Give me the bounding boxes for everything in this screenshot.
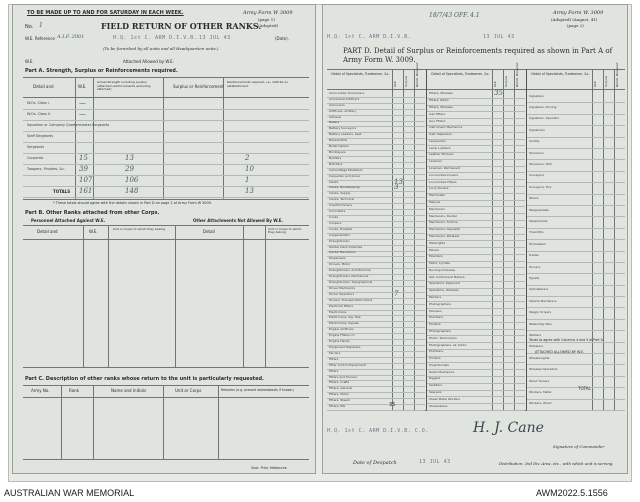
- part-d-head-detail: Detail of Specialists, Tradesmen, &c.: [531, 72, 590, 76]
- part-d-row-label: Engine Artificers: [329, 327, 354, 332]
- part-d-row-label: Photographers: [429, 328, 451, 333]
- commander-signature: H. J. Cane: [473, 420, 544, 436]
- part-a-row-rule: [23, 153, 309, 154]
- army-form-label: Army Form W 3009: [243, 10, 293, 16]
- part-d-row-label: Vehicle Mechanics: [529, 298, 557, 303]
- part-d-row-label: Printers: [429, 356, 441, 361]
- archive-credit: AUSTRALIAN WAR MEMORIAL: [4, 488, 135, 498]
- part-a-row-rule: [23, 164, 309, 165]
- part-d-row-label: Dental Mechanics: [329, 250, 356, 255]
- part-a-actual-value: 13: [125, 154, 134, 162]
- part-d-row-label: Operators, Keyboard: [429, 281, 461, 286]
- part-c-col-name: Name and Initials: [111, 388, 147, 393]
- part-d-row-label: Turners: [529, 264, 541, 269]
- we-short: W.E.: [25, 59, 34, 64]
- part-c-col-unit: Unit or Corps: [175, 388, 202, 393]
- part-d-row-label: Linemen, Permanent: [429, 166, 461, 171]
- part-d-row-label: Sheet Metal Workers: [429, 396, 460, 401]
- part-d-row-label: Photo. Technicians: [429, 335, 457, 340]
- part-a-row-label: Corporals: [27, 156, 44, 160]
- part-d-row-label: Tailors: [529, 196, 539, 201]
- col-head-reinf: Reinforcements required, i.e., deficits on establishment: [227, 80, 288, 88]
- part-d-row-label: Boilermakers: [329, 144, 349, 149]
- part-d-row-label: Instr. Repairers: [429, 132, 452, 137]
- part-d-row-label: Signalmen: [529, 127, 545, 132]
- part-b-sub-right: Other Attachments Not Allowed By W.E.: [193, 218, 284, 223]
- part-d-row-label: Storemen: [529, 150, 544, 155]
- part-d-row-label: Motor Cyclists: [429, 261, 451, 266]
- part-b-col-detail: Detail and: [37, 229, 58, 234]
- part-d-row-label: Armourers: [329, 102, 345, 107]
- part-d-row-label: Artificers, Artillery: [329, 108, 357, 113]
- part-d-row-label: Mechanics, Turbine: [429, 220, 458, 225]
- part-d-title: PART D. Detail of Surplus or Reinforcements required as shown in Part A of Army Form W. 3009.: [343, 47, 613, 65]
- part-d-row-label: Miners: [429, 247, 439, 252]
- part-b-col-we: W.E.: [89, 229, 98, 234]
- part-d-row-label: Lamp Lighters: [429, 145, 451, 150]
- part-d-row-label: Opt. Instrument Makers: [429, 274, 465, 279]
- part-d-row-label: Photographers, air photo: [429, 342, 467, 347]
- part-d-row-label: Mechanics, Dental: [429, 213, 457, 218]
- part-d-row-label: Coachtrimmers: [329, 203, 353, 208]
- part-d-head-we: W.E.: [493, 80, 497, 87]
- part-d-row-label: Drivers, Motor: [329, 262, 351, 267]
- part-d-row-label: Draughtsmen, Topographical: [329, 279, 373, 284]
- unit-stamp: H.Q. 1st C. ARM D.I.V.B.: [113, 35, 198, 41]
- part-a-row-rule: [23, 109, 309, 110]
- col-head-detail: Detail and: [33, 84, 54, 89]
- part-b-col-detail-2: Detail: [203, 229, 215, 234]
- part-a-row-rule: [23, 131, 309, 132]
- part-d-row-label: Carpenter and Joiner: [329, 173, 361, 178]
- archive-id: AWM2022.5.1556: [536, 488, 608, 498]
- part-d-row-label: Fitters: [329, 356, 339, 361]
- part-d-row-label: Radio Mechanics: [429, 369, 455, 374]
- form-page-1: [12, 4, 316, 474]
- unit-stamp-2: H.Q. 1st C. ARM D.I.V.B.: [327, 34, 412, 40]
- part-d-row-label: Nursing Orderlies: [429, 267, 456, 272]
- part-d-row-label: Signallers: [529, 93, 544, 98]
- part-d-row-label: Draughtsmen: [329, 238, 350, 243]
- part-d-row-label: Farriers: [329, 350, 341, 355]
- part-d-row-label: Mechanics: [429, 206, 445, 211]
- part-d-row-label: Wireless Operators: [529, 367, 558, 372]
- top-note: TO BE MADE UP TO AND FOR SATURDAY IN EACH WEEK.: [27, 10, 184, 16]
- part-a-row-label: Staff Sergeants: [27, 134, 54, 138]
- part-d-row-label: Battery Leaders, Asst.: [329, 132, 363, 137]
- part-d-row-label: Storemen, Tech: [529, 162, 553, 167]
- part-d-row-label: Fitters, General: [329, 386, 353, 391]
- part-d-row-label: Dental Clerk Orderlies: [329, 244, 363, 249]
- part-d-row-label: Mechanics, Wireless: [429, 233, 460, 238]
- part-a-actual-value: 29: [125, 165, 134, 173]
- part-d-head-surplus: Surplus: [404, 75, 408, 87]
- part-a-row-label: W.Os. Class I.: [27, 101, 50, 105]
- part-d-head-we: W.E.: [393, 80, 397, 87]
- part-d-row-label: Bakers: [329, 120, 340, 125]
- filled-note: (To be furnished by all units and all Headquarters units.): [103, 46, 219, 51]
- part-d-row-label: Printers: [429, 322, 441, 327]
- part-d-row-label: Wood Turners: [529, 378, 550, 383]
- part-d-row-label: Draughtsmen, Architectural: [329, 268, 371, 273]
- part-d-row-label: Locomotive Fitters: [429, 179, 457, 184]
- part-d-row-label: Locomotive Drivers: [429, 172, 459, 177]
- part-d-row-label: Camouflage Modellers: [329, 167, 363, 172]
- part-d-row-label: Clerks, Supply: [329, 191, 351, 196]
- col-head-surplus: Surplus or Reinforcement: [173, 84, 224, 89]
- despatch-label: Date of Despatch: [353, 460, 397, 466]
- distribution-note: Distribution: 2nd Div. Area, etc., with which unit is serving.: [499, 461, 614, 466]
- part-d-row-label: Concreters: [329, 209, 346, 214]
- col-head-we: W.E.: [78, 84, 87, 89]
- part-d-head-reinf: Reinfs. Required: [615, 62, 619, 87]
- part-d-row-label: Moulders: [429, 254, 443, 259]
- part-d-row-label: Driver Operators: [329, 291, 355, 296]
- part-d-row-label: Photographers: [429, 301, 451, 306]
- date-label: (Date).: [275, 36, 289, 41]
- part-d-row-label: Clerks, Bookkeeping: [329, 185, 360, 190]
- part-a-reinf-value: 13: [245, 187, 254, 195]
- part-d-row-label: Ammunition Examiners: [329, 90, 365, 95]
- part-d-row-label: Instrument Mechanics: [429, 125, 463, 130]
- part-a-row-rule: [23, 186, 309, 187]
- part-d-row-label: Fitters, MG: [329, 404, 346, 409]
- we-ref-value: A.I.F. 2001: [57, 34, 85, 40]
- part-a-reinf-value: 1: [245, 176, 250, 184]
- part-d-row-label: Signallers, Driving: [529, 105, 557, 110]
- part-d-row-label: Driver Mechanics: [329, 285, 355, 290]
- part-d-row-label: Engine Fitters I.C.: [329, 333, 356, 338]
- part-d-row-label: Bricklayers: [329, 150, 346, 155]
- part-a-bottom-rule: [23, 199, 309, 200]
- part-d-row-label: Fitters and Turners: [329, 374, 357, 379]
- part-d-row-label: Riggers: [429, 376, 441, 381]
- form-title: FIELD RETURN OF OTHER RANKS.: [101, 21, 262, 31]
- adopted-label: (Adopted): [258, 23, 279, 28]
- part-d-row-label: Wheelwrights: [529, 355, 550, 360]
- part-d-row-label: Toolmakers: [529, 241, 546, 246]
- part-d-row-label: Pioneers: [429, 308, 442, 313]
- part-d-head-reinf: Reinfs. Required: [515, 62, 519, 87]
- part-d-row-label: Masons: [429, 199, 441, 204]
- part-d-row-label: Millwrights: [429, 240, 446, 245]
- part-d-row-label: Workers, Metal: [529, 389, 552, 394]
- signature-label: Signature of Commander: [553, 444, 605, 449]
- part-d-row-label: Waterduty Men: [529, 321, 552, 326]
- part-a-top-rule: [23, 77, 309, 78]
- part-d-row-label: Cooks, Hospital: [329, 226, 353, 231]
- part-d-row-label: Leather Workers: [429, 152, 454, 157]
- part-d-row-label: Upholsterers: [529, 287, 549, 292]
- attached-allowed-2: ATTACHED ALLOWED BY W.E.: [535, 350, 585, 354]
- part-c-col-remarks: Remarks (e.g. present whereabouts if known): [221, 388, 294, 392]
- no-value: 1: [39, 22, 43, 29]
- part-a-row-rule: [23, 120, 309, 121]
- totals-note: Totals to agree with Columns 4 and 5 of Part A: [529, 338, 603, 342]
- part-d-row-label: Electricians: [329, 309, 347, 314]
- part-a-reinf-value: 10: [245, 165, 254, 173]
- part-a-we-value: —: [79, 110, 86, 118]
- part-d-head-reinf: Reinfs. Required: [415, 62, 419, 87]
- part-d-row-label: Telephonists: [529, 219, 548, 224]
- part-d-head-we: W.E.: [593, 80, 597, 87]
- part-d-row-label: Cooks: [329, 215, 339, 219]
- part-a-we-value: 161: [79, 187, 93, 195]
- unit-stamp-bottom: H.Q. 1st C. ARM D.I.V.B. C.O.: [327, 428, 429, 434]
- printer-note: Govt. Print. Melbourne: [251, 466, 287, 470]
- handwritten-top: 18/7/43 OFF. 4.1: [429, 12, 480, 19]
- despatch-date: 13 JUL 43: [419, 459, 451, 465]
- part-d-row-label: Sawyers: [429, 390, 442, 395]
- part-b-title: Part B. Other Ranks attached from other Corps.: [25, 210, 160, 216]
- part-d-row-label: Wheelers: [529, 344, 544, 349]
- part-d-row-label: Shoemakers: [429, 403, 448, 408]
- page-ref-2: (page 2): [567, 23, 584, 28]
- part-d-row-label: Fitters, Crafts: [329, 380, 350, 385]
- part-d-row-label: Operators, Wireless: [429, 288, 459, 293]
- part-d-value: 3: [394, 183, 399, 192]
- part-c-col-armyno: Army No.: [31, 388, 50, 393]
- part-d-head-surplus: Surplus: [604, 75, 608, 87]
- part-d-row-label: Electricians, Sig. Tele: [329, 315, 361, 320]
- part-a-title: Part A. Strength, Surplus or Reinforcements required.: [25, 68, 178, 74]
- part-d-row-label: Fitters, Wireless: [429, 104, 453, 109]
- date-stamp-2: 13 JUL 43: [483, 34, 515, 40]
- part-d-row-label: Fitters, Motor: [329, 392, 349, 397]
- page-ref: (page 1): [258, 17, 275, 22]
- part-d-row-label: Dispensers: [329, 256, 346, 261]
- part-d-value: 7: [394, 289, 399, 298]
- part-d-head-surplus: Surplus: [504, 75, 508, 87]
- part-a-row-rule: [23, 142, 309, 143]
- part-a-row-label: Sergeants: [27, 145, 45, 149]
- part-d-row-label: Machinists: [429, 193, 445, 198]
- part-d-row-label: Electrical Fitters: [329, 303, 354, 308]
- part-d-row-label: Battery Surveyors: [329, 126, 357, 131]
- part-d-head-detail: Detail of Specialists, Tradesmen, &c.: [431, 72, 490, 76]
- part-b-col-unit: Unit or Corps to which they belong: [113, 227, 166, 231]
- part-d-row-label: Draughtsmen, Mechanical: [329, 274, 369, 279]
- part-d-row-label: Tinsmiths: [529, 230, 544, 235]
- total-label: TOTAL: [578, 386, 591, 391]
- part-d-row-label: Equipment Repairers: [329, 344, 361, 349]
- part-d-row-label: Plumbers: [429, 349, 444, 354]
- part-d-row-label: Plumbers: [429, 315, 444, 320]
- part-d-row-label: Artisans: [329, 114, 342, 119]
- col-total-left: 35: [389, 402, 396, 408]
- part-d-row-label: Builders: [329, 155, 342, 160]
- part-d-row-label: Saddlers: [429, 383, 443, 388]
- attached-allowed-label: Attached Allowed by W.E.: [123, 59, 174, 64]
- part-d-row-label: Fitters, Wireless: [429, 91, 453, 96]
- part-b-col-unit-2: Unit or Corps to which they belong: [268, 227, 302, 234]
- part-d-row-label: Drivers, Transportation Plant: [329, 297, 372, 302]
- part-d-value: 13: [394, 177, 403, 186]
- part-d-row-label: Surveyors, Fire: [529, 184, 552, 189]
- part-d-row-label: Electricians, Signals: [329, 321, 359, 326]
- part-a-we-value: 107: [79, 176, 93, 184]
- part-d-row-label: Painters: [429, 295, 442, 299]
- part-d-row-label: Gas Fitters: [429, 111, 446, 116]
- part-d-row-label: Wagon Drivers: [529, 310, 552, 315]
- date-stamp: 13 JUL 43: [199, 35, 231, 41]
- part-d-row-label: Blacksmiths: [329, 138, 348, 143]
- part-a-row-label: Squadron or Company Quartermaster-Sergeants: [27, 123, 110, 127]
- part-a-we-value: —: [79, 99, 86, 107]
- adopted-label-2: (Adopted) (August, 41): [551, 17, 598, 22]
- part-d-row-label: Fitters, Steam: [329, 398, 350, 403]
- part-d-head-detail: Detail of Specialists, Tradesmen, &c.: [331, 72, 390, 76]
- part-a-actual-value: 106: [125, 176, 139, 184]
- part-d-row-label: Telegraphists: [529, 207, 549, 212]
- part-d-row-label: Clerks: [329, 179, 339, 184]
- part-a-reinf-value: 2: [245, 154, 250, 162]
- part-a-actual-value: 148: [125, 187, 139, 195]
- part-d-row-label: Typists: [529, 275, 540, 280]
- part-d-row-label: Coppersmiths: [329, 232, 350, 237]
- part-a-row-label: Troopers, Privates, &c.: [27, 167, 65, 171]
- part-d-row-label: Engine Hands: [329, 339, 350, 344]
- we-ref-label: W.E. Reference: [25, 36, 55, 41]
- part-d-row-label: Mechanics, Opposite: [429, 227, 461, 232]
- part-a-we-value: 15: [79, 154, 88, 162]
- part-d-row-label: Armament Artificers: [329, 96, 360, 101]
- part-d-row-label: Clerks, Technical: [329, 197, 354, 202]
- part-d-row-label: Lacquerers: [429, 138, 446, 143]
- part-d-row-label: Lorry Drivers: [429, 186, 449, 191]
- part-a-row-label: TOTALS: [53, 189, 71, 194]
- part-a-row-label: W.Os. Class II.: [27, 112, 51, 116]
- part-d-row-label: Fitters, Radio: [429, 98, 449, 103]
- part-d-row-label: Welders: [529, 332, 542, 337]
- part-d-row-label: Trades: [529, 253, 539, 258]
- part-d-value: 35: [494, 89, 503, 98]
- part-a-we-value: 39: [79, 165, 88, 173]
- part-d-row-label: Signallers, Operator: [529, 116, 560, 121]
- part-a-note: * These totals should agree with the details shown in Part D on page 2 of Army Form W 3009.: [53, 201, 212, 205]
- part-d-row-label: Butchers: [329, 161, 343, 166]
- part-d-row-label: Coopers: [329, 220, 342, 225]
- army-form-label-2: Army Form W. 3009: [553, 10, 604, 16]
- form-page-2: [322, 4, 628, 474]
- part-d-row-label: Linemen: [429, 159, 442, 164]
- part-c-title: Part C. Description of other ranks whose return to the unit is particularly requested.: [25, 376, 264, 382]
- part-d-row-label: Projectionists: [429, 362, 449, 367]
- part-a-row-rule: [23, 175, 309, 176]
- part-a-row-rule: [23, 197, 309, 198]
- part-b-sub-left: Personnel Attached Against W.E.: [31, 218, 106, 223]
- part-d-row-label: Surveyors: [529, 173, 545, 178]
- part-d-row-label: Gun Fitters: [429, 118, 446, 123]
- part-d-row-label: Smiths: [529, 139, 540, 144]
- part-c-col-rank: Rank: [69, 388, 79, 393]
- part-d-row-label: Fitter Control Equipment: [329, 362, 366, 367]
- part-d-row-label: Workers, Wood: [529, 401, 552, 406]
- no-label: No.: [25, 24, 34, 30]
- part-d-row-label: Fitters: [329, 368, 339, 373]
- col-head-actual: Actual Strength including surplus (attached reinforcements excluding attached): [97, 80, 151, 92]
